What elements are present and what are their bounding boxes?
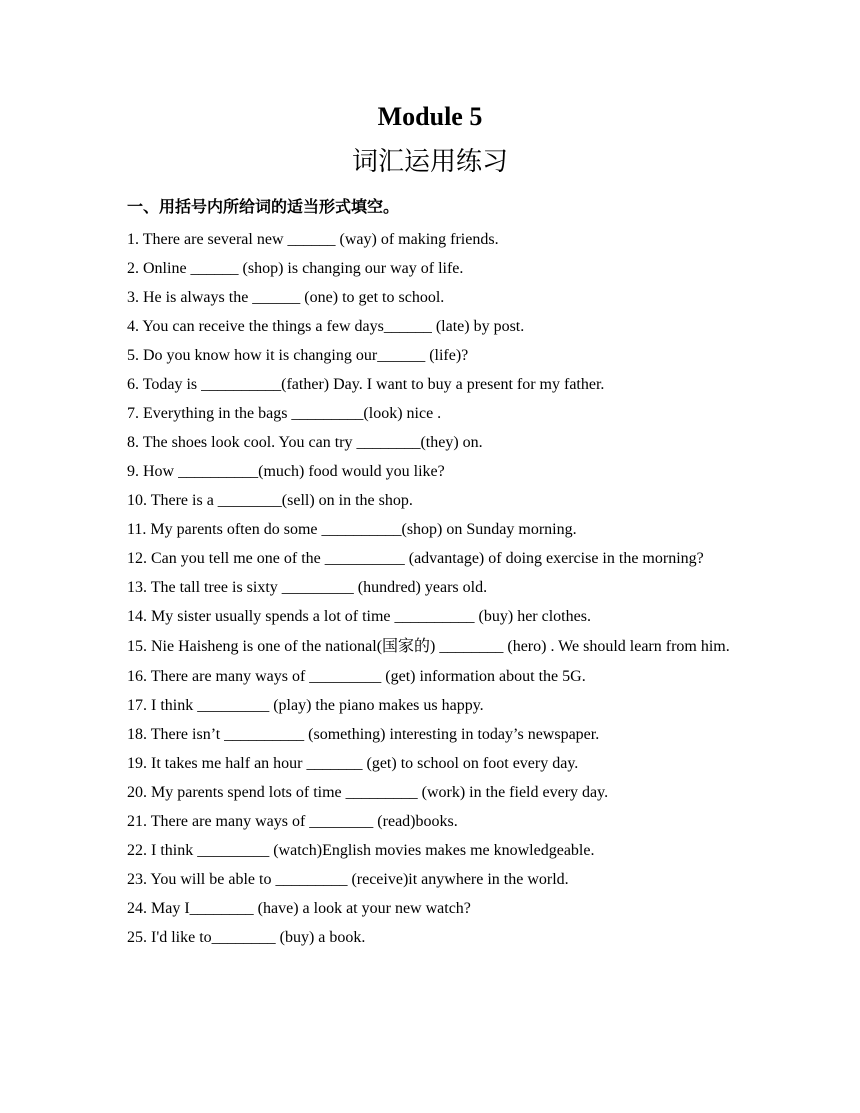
exercise-item-15: 15. Nie Haisheng is one of the national(国家的) ________ (hero) . We should learn from him. <box>127 638 730 655</box>
exercise-item-4: 4. You can receive the things a few days______ (late) by post. <box>127 318 525 335</box>
exercise-list <box>127 225 734 952</box>
exercise-item-3: 3. He is always the ______ (one) to get to school. <box>127 289 445 306</box>
section-heading: 一、用括号内所给词的适当形式填空。 <box>127 197 400 216</box>
exercise-item-25: 25. I'd like to________ (buy) a book. <box>127 929 366 946</box>
page-subtitle: 词汇运用练习 <box>351 147 508 177</box>
exercise-item-6: 6. Today is __________(father) Day. I want to buy a present for my father. <box>127 376 605 393</box>
exercise-item-8: 8. The shoes look cool. You can try ________(they) on. <box>127 434 483 451</box>
exercise-item-10: 10. There is a ________(sell) on in the shop. <box>127 492 413 509</box>
exercise-item-22: 22. I think _________ (watch)English movies makes me knowledgeable. <box>127 842 595 859</box>
exercise-item-21: 21. There are many ways of ________ (read)books. <box>127 813 458 830</box>
exercise-item-17: 17. I think _________ (play) the piano makes us happy. <box>127 697 484 714</box>
exercise-item-24: 24. May I________ (have) a look at your new watch? <box>127 900 471 917</box>
exercise-item-5: 5. Do you know how it is changing our______ (life)? <box>127 347 469 364</box>
exercise-item-19: 19. It takes me half an hour _______ (get) to school on foot every day. <box>127 755 579 772</box>
exercise-item-1: 1. There are several new ______ (way) of making friends. <box>127 231 499 248</box>
exercise-item-14: 14. My sister usually spends a lot of time __________ (buy) her clothes. <box>127 608 591 625</box>
exercise-item-12: 12. Can you tell me one of the __________ (advantage) of doing exercise in the morning? <box>127 550 704 567</box>
exercise-item-7: 7. Everything in the bags _________(look) nice . <box>127 405 442 422</box>
exercise-item-11: 11. My parents often do some __________(shop) on Sunday morning. <box>127 521 577 538</box>
exercise-item-20: 20. My parents spend lots of time _________ (work) in the field every day. <box>127 784 609 801</box>
exercise-item-23: 23. You will be able to _________ (receive)it anywhere in the world. <box>127 871 569 888</box>
page-title: Module 5 <box>377 102 483 131</box>
exercise-item-9: 9. How __________(much) food would you like? <box>127 463 445 480</box>
exercise-item-13: 13. The tall tree is sixty _________ (hundred) years old. <box>127 579 488 596</box>
exercise-item-18: 18. There isn’t __________ (something) interesting in today’s newspaper. <box>127 726 600 743</box>
exercise-item-16: 16. There are many ways of _________ (get) information about the 5G. <box>127 668 586 685</box>
exercise-item-2: 2. Online ______ (shop) is changing our way of life. <box>127 260 464 277</box>
